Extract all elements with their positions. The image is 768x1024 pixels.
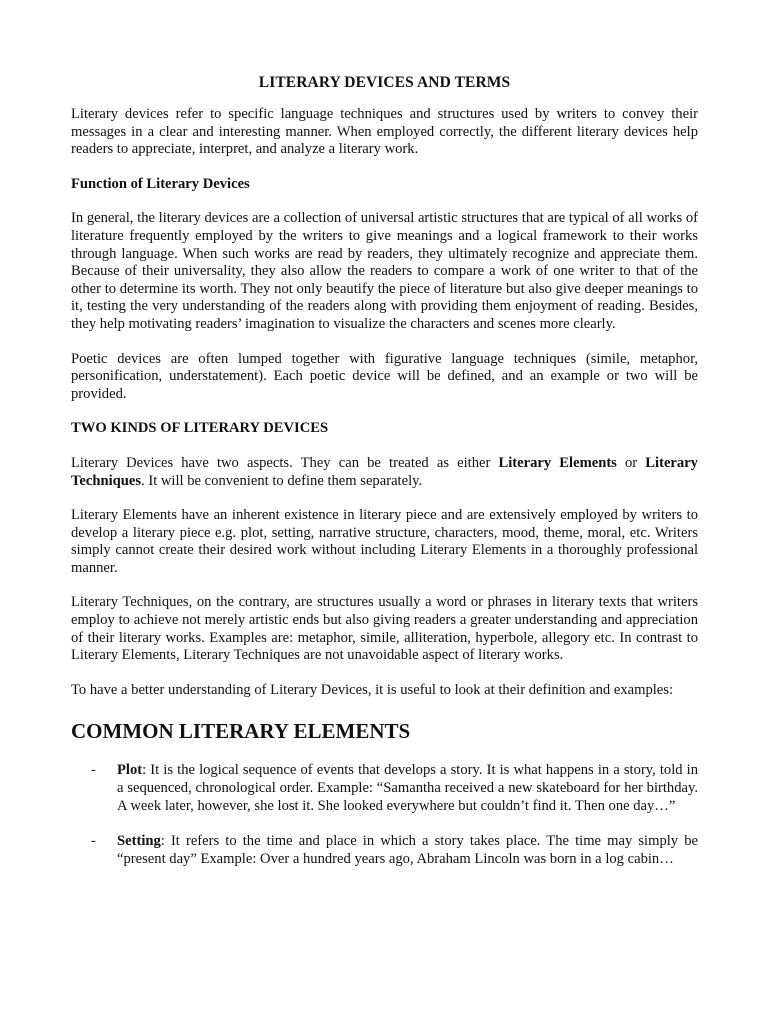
two-kinds-heading: TWO KINDS OF LITERARY DEVICES	[71, 420, 329, 437]
aspects-bold-elements: Literary Elements	[498, 454, 617, 471]
techniques-paragraph: Literary Techniques, on the contrary, are structures usually a word or phrases in literary texts that writers employ to achieve not merely artistic ends but also giving readers a greater understanding and appreciation of their literary works. Examples are: metaphor, simile, alliteration, hyperbole, allegory etc. In contrast to Literary Elements, Literary Techniques are not unavoidable aspect of literary works.	[71, 594, 698, 664]
function-paragraph: In general, the literary devices are a collection of universal artistic structures that are typical of all works of literature frequently employed by the writers to give meanings and a logical framework to their works through language. When such works are read by readers, they ultimately recognize and appreciate them. Because of their universality, they also allow the readers to compare a work of one writer to that of the other to determine its worth. They not only beautify the piece of literature but also give deeper meanings to it, testing the very understanding of the readers along with providing them enjoyment of reading. Besides, they help motivating readers’ imagination to visualize the characters and scenes more clearly.	[71, 210, 698, 332]
intro-paragraph: Literary devices refer to specific language techniques and structures used by writers to convey their messages in a clear and interesting manner. When employed correctly, the different literary devices help readers to appreciate, interpret, and analyze a literary work.	[71, 106, 698, 158]
aspects-text-3: . It will be convenient to define them separately.	[141, 472, 423, 489]
poetic-paragraph: Poetic devices are often lumped together with figurative language techniques (simile, metaphor, personification, understatement). Each poetic device will be defined, and an example or two will be provided.	[71, 350, 698, 402]
list-dash: -	[91, 762, 96, 779]
list-text-setting: : It refers to the time and place in which a story takes place. The time may simply be “present day” Example: Over a hundred years ago, Abraham Lincoln was born in a log cabin…	[117, 833, 698, 867]
aspects-text-1: Literary Devices have two aspects. They can be treated as either	[71, 454, 499, 471]
list-dash: -	[91, 833, 96, 850]
aspects-paragraph	[71, 455, 698, 490]
list-term-plot: Plot	[117, 762, 143, 779]
page-title: LITERARY DEVICES AND TERMS	[258, 74, 511, 91]
list-item-plot	[71, 762, 698, 815]
list-text-plot: : It is the logical sequence of events that develops a story. It is what happens in a story, told in a sequenced, chronological order. Example: “Samantha received a new skateboard for her birthday. A week later, however, she lost it. She looked everywhere but couldn’t find it. Then one day…”	[117, 762, 698, 814]
elements-paragraph: Literary Elements have an inherent existence in literary piece and are extensively employed by writers to develop a literary piece e.g. plot, setting, narrative structure, characters, mood, theme, moral, etc. Writers simply cannot create their desired work without including Literary Elements in a thoroughly professional manner.	[71, 507, 698, 576]
list-term-setting: Setting	[117, 833, 161, 850]
function-heading: Function of Literary Devices	[71, 175, 250, 192]
elements-list	[71, 762, 698, 868]
better-understanding-paragraph: To have a better understanding of Literary Devices, it is useful to look at their definition and examples:	[71, 681, 674, 698]
list-item-setting	[71, 833, 698, 868]
aspects-bold-techniques: Literary Techniques	[71, 454, 698, 489]
aspects-text-2: or	[616, 454, 646, 471]
common-elements-heading: COMMON LITERARY ELEMENTS	[71, 719, 411, 744]
